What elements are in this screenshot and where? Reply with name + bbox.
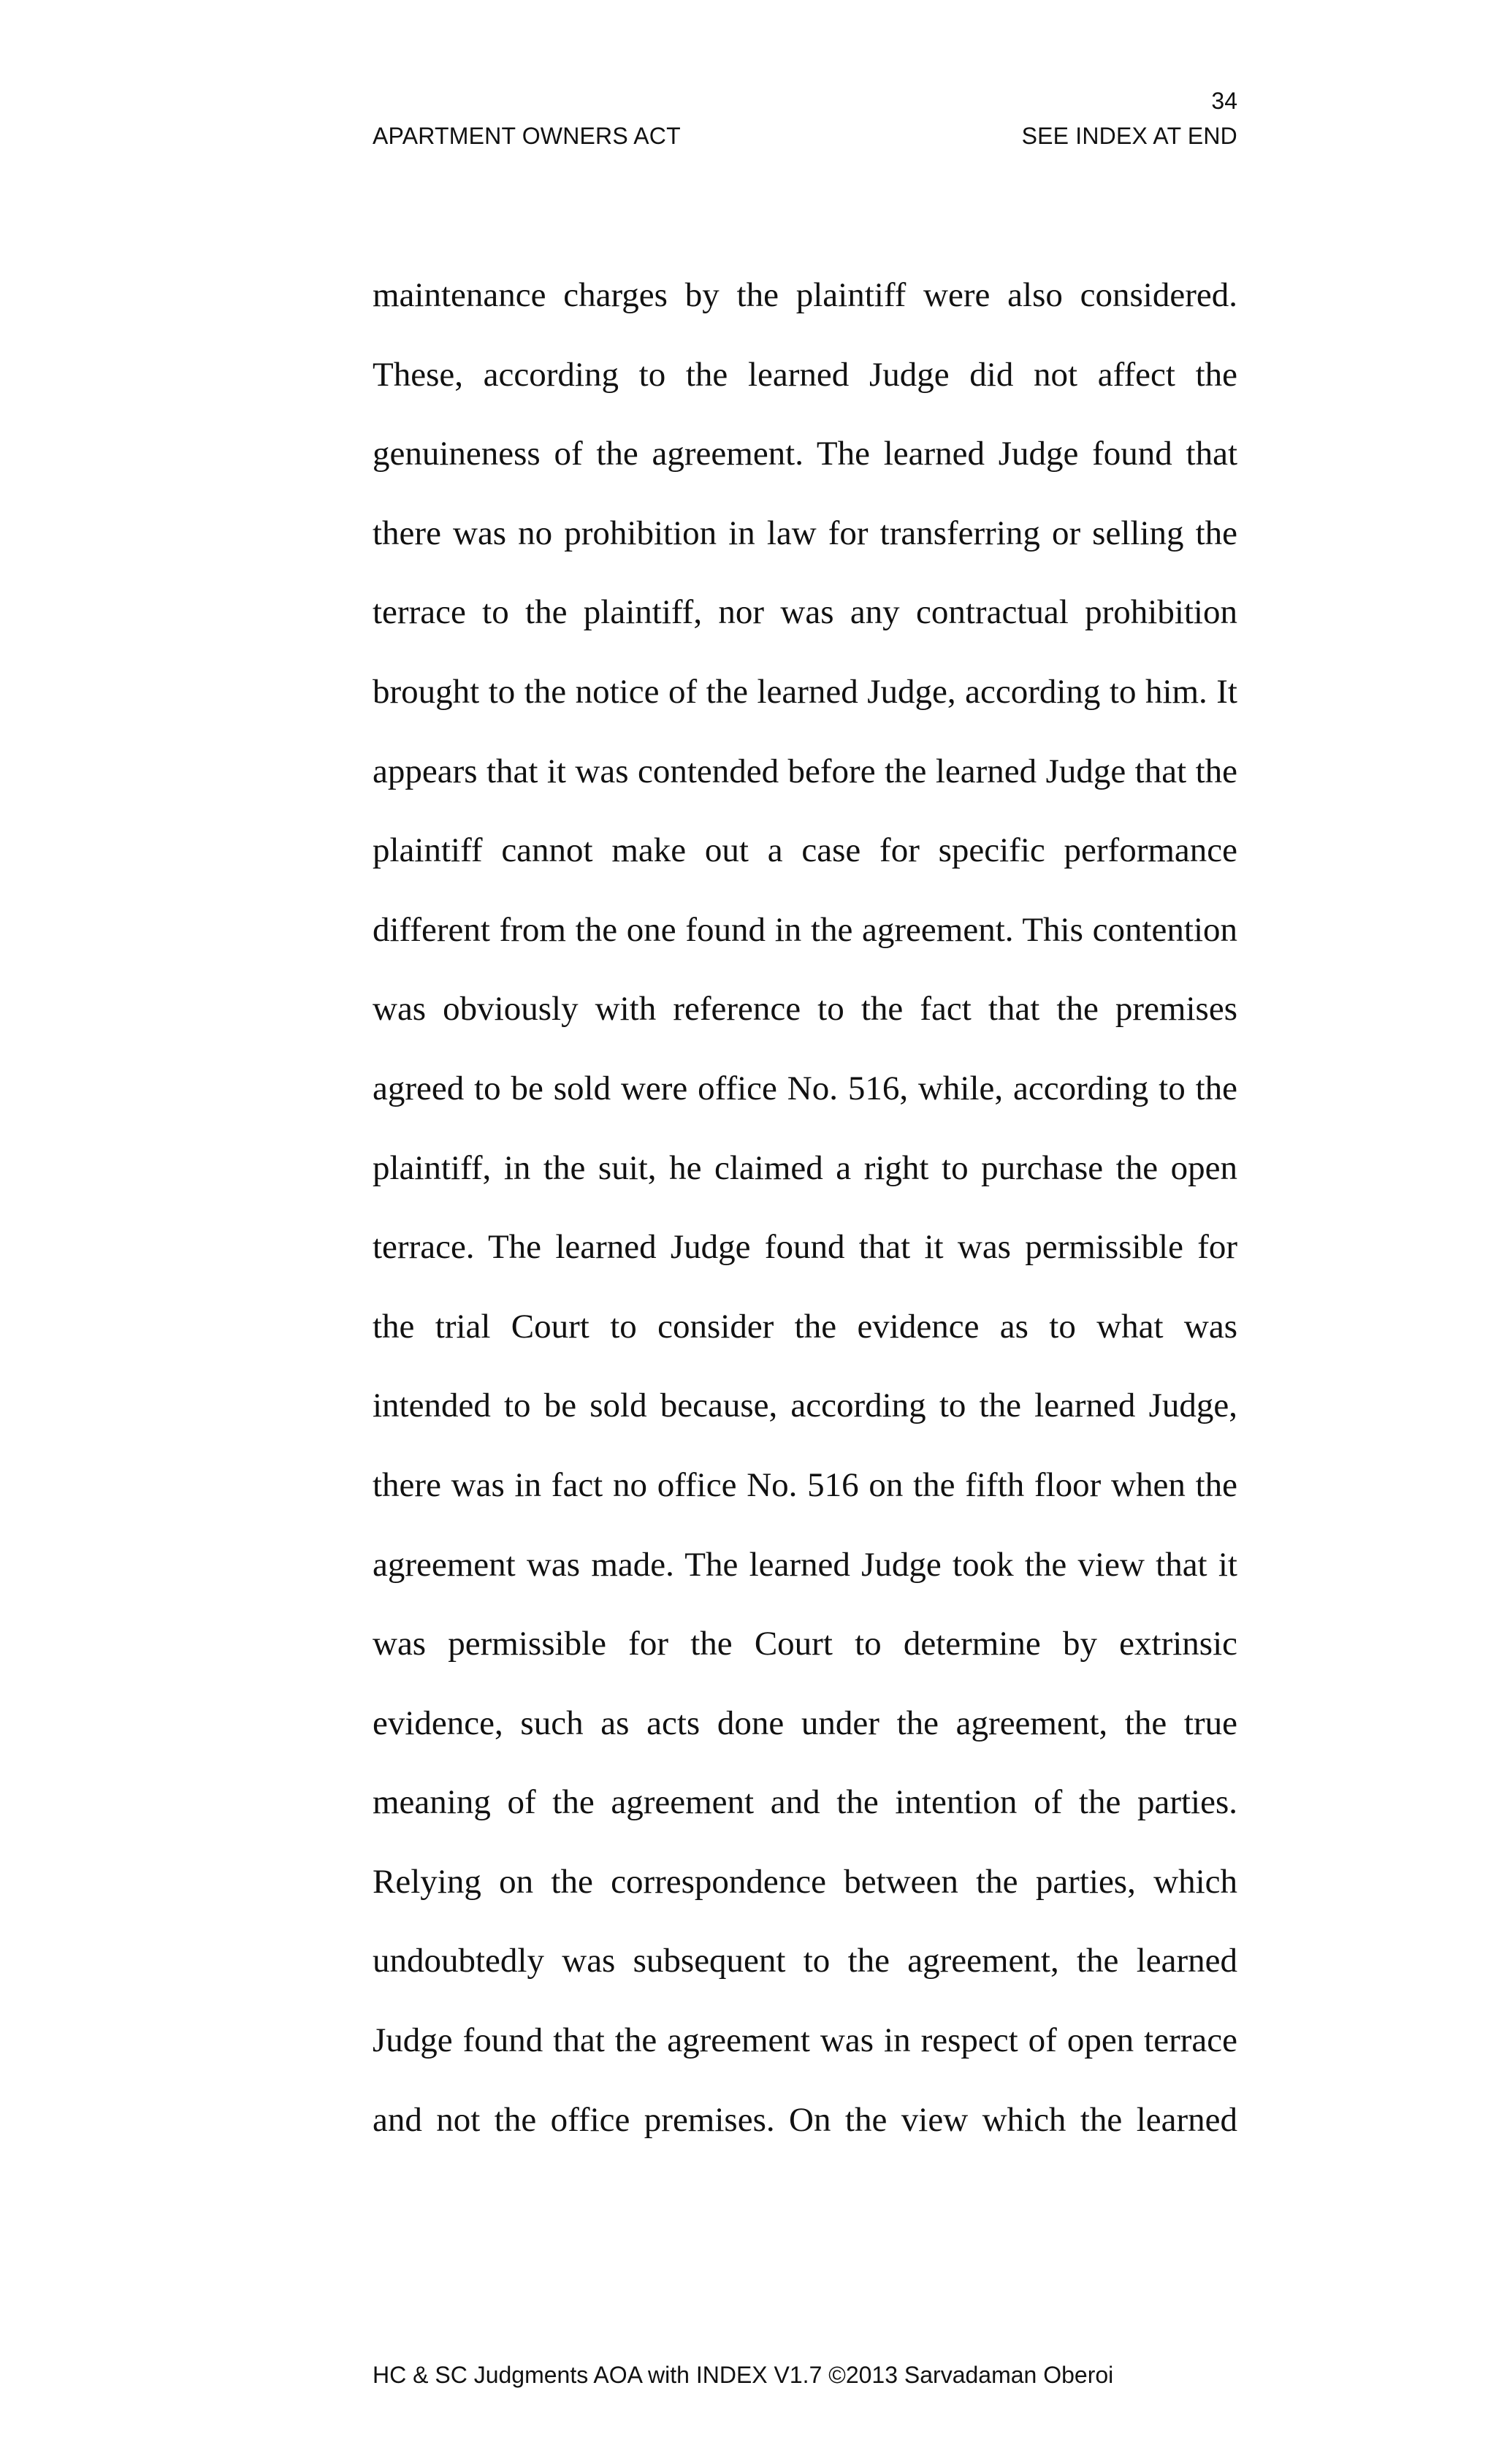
- text-line: terrace. The learned Judge found that it was permissible for: [373, 1228, 1237, 1267]
- text-line: terrace to the plaintiff, nor was any contractual prohibition: [373, 593, 1237, 632]
- text-line: plaintiff cannot make out a case for specific performance: [373, 831, 1237, 870]
- text-line: plaintiff, in the suit, he claimed a right to purchase the open: [373, 1148, 1237, 1187]
- text-line: agreed to be sold were office No. 516, while, according to the: [373, 1069, 1237, 1107]
- text-line: was permissible for the Court to determine by extrinsic: [373, 1625, 1237, 1663]
- text-line: the trial Court to consider the evidence as to what was: [373, 1307, 1237, 1346]
- text-line: brought to the notice of the learned Judge, according to him. It: [373, 672, 1237, 711]
- page-footer-copyright: HC & SC Judgments AOA with INDEX V1.7 ©2013 Sarvadaman Oberoi: [373, 2362, 1114, 2388]
- page-number: 34: [1211, 88, 1237, 114]
- text-line: Judge found that the agreement was in respect of open terrace: [373, 2021, 1237, 2060]
- text-line: appears that it was contended before the learned Judge that the: [373, 752, 1237, 790]
- text-line: different from the one found in the agreement. This contention: [373, 910, 1237, 949]
- text-line: maintenance charges by the plaintiff were also considered.: [373, 276, 1237, 314]
- text-line: meaning of the agreement and the intention of the parties.: [373, 1783, 1237, 1822]
- text-line: there was in fact no office No. 516 on the fifth floor when the: [373, 1465, 1237, 1504]
- text-line: agreement was made. The learned Judge took the view that it: [373, 1545, 1237, 1584]
- text-line: and not the office premises. On the view which the learned: [373, 2100, 1237, 2139]
- running-header-title: APARTMENT OWNERS ACT: [373, 123, 681, 149]
- running-header-index-note: SEE INDEX AT END: [1021, 123, 1237, 149]
- text-line: Relying on the correspondence between the parties, which: [373, 1862, 1237, 1901]
- text-line: undoubtedly was subsequent to the agreement, the learned: [373, 1942, 1237, 1980]
- text-line: intended to be sold because, according to the learned Judge,: [373, 1387, 1237, 1425]
- body-paragraph: [373, 256, 1237, 2159]
- text-line: genuineness of the agreement. The learned Judge found that: [373, 435, 1237, 473]
- text-line: there was no prohibition in law for transferring or selling the: [373, 514, 1237, 552]
- text-line: evidence, such as acts done under the agreement, the true: [373, 1704, 1237, 1742]
- text-line: These, according to the learned Judge did not affect the: [373, 355, 1237, 394]
- text-line: was obviously with reference to the fact that the premises: [373, 990, 1237, 1029]
